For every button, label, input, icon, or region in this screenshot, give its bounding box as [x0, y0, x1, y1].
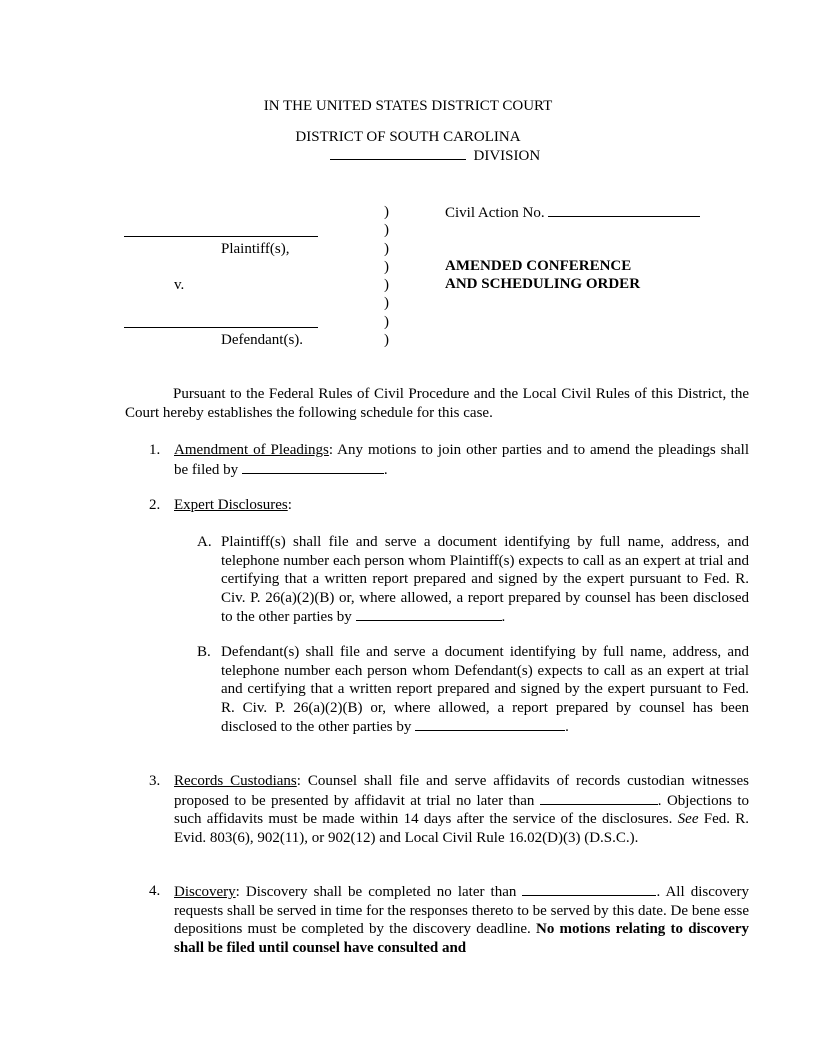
discovery-deadline-blank[interactable] — [522, 882, 656, 896]
caption-paren: ) — [384, 314, 389, 330]
division-line — [330, 146, 540, 165]
caption-paren: ) — [384, 332, 389, 348]
records-custodian-deadline-blank[interactable] — [540, 791, 658, 805]
civil-action-line — [445, 203, 700, 222]
item-number: 4. — [149, 883, 161, 899]
division-label: DIVISION — [473, 148, 541, 164]
item-discovery — [174, 882, 749, 957]
division-blank[interactable] — [330, 146, 466, 160]
item-text: Fed. R. Evid. 803(6), 902(11), or 902(12) and Local Civil Rule 16.02(D)(3) (D.S.C.). — [174, 811, 750, 846]
subitem-defendant-experts — [221, 643, 749, 737]
intro-paragraph: Pursuant to the Federal Rules of Civil Procedure and the Local Civil Rules of this District, the Court hereby establishes the following schedule for this case. — [125, 386, 749, 421]
item-heading: Amendment of Pleadings — [174, 442, 329, 458]
subitem-text: Plaintiff(s) shall file and serve a document identifying by full name, address, and telephone number each person whom Plaintiff(s) expects to call as an expert at trial and certifying that a written report prepared and signed by the expert pursuant to Fed. R. Civ. P. 26(a)(2)(B) or, where allowed, a report prepared by counsel has been disclosed to the other parties by — [221, 534, 749, 626]
civil-action-number-blank[interactable] — [548, 203, 700, 217]
item-number: 2. — [149, 497, 161, 513]
item-text: : — [287, 497, 292, 513]
item-heading: Records Custodians — [174, 773, 297, 789]
caption-paren: ) — [384, 295, 389, 311]
pleadings-deadline-blank[interactable] — [242, 460, 384, 474]
defendant-expert-deadline-blank[interactable] — [415, 717, 565, 731]
caption-paren: ) — [384, 222, 389, 238]
caption-paren: ) — [384, 204, 389, 220]
item-number: 3. — [149, 773, 161, 789]
item-heading: Discovery — [174, 884, 236, 900]
subitem-plaintiff-experts — [221, 533, 749, 627]
caption-paren: ) — [384, 259, 389, 275]
item-heading: Expert Disclosures — [174, 497, 288, 513]
subitem-letter: A. — [197, 534, 212, 550]
subitem-end: . — [565, 719, 569, 736]
item-text: . Objections to such affidavits must be made within 14 days after the service of the disclosures. — [174, 792, 750, 828]
versus-label: v. — [174, 277, 185, 293]
caption-paren: ) — [384, 241, 389, 257]
item-end: . — [383, 461, 388, 478]
subitem-end: . — [501, 609, 506, 626]
item-amendment-of-pleadings — [174, 441, 749, 479]
defendant-label: Defendant(s). — [221, 332, 304, 348]
item-text: : Counsel shall file and serve affidavits of records custodian witnesses proposed to be presented by affidavit at trial no later than — [174, 773, 749, 809]
caption-paren: ) — [384, 277, 389, 293]
item-text: . All discovery requests shall be served in time for the responses thereto to be served by this date. De bene esse depositions must be completed by the discovery deadline. — [174, 884, 750, 938]
see-signal: See — [677, 811, 699, 828]
subitem-letter: B. — [197, 644, 211, 660]
plaintiff-name-blank[interactable] — [124, 222, 318, 237]
civil-action-label: Civil Action No. — [445, 205, 545, 221]
item-text: : Any motions to join other parties and to amend the pleadings shall be filed by — [174, 442, 749, 478]
plaintiff-expert-deadline-blank[interactable] — [356, 607, 502, 621]
court-title: IN THE UNITED STATES DISTRICT COURT — [263, 98, 553, 114]
order-title-line1: AMENDED CONFERENCE — [445, 258, 632, 274]
district-title: DISTRICT OF SOUTH CAROLINA — [295, 129, 521, 145]
defendant-name-blank[interactable] — [124, 313, 318, 328]
item-bold-text: No motions relating to discovery shall be filed until counsel have consulted and — [174, 921, 750, 956]
subitem-text: Defendant(s) shall file and serve a document identifying by full name, address, and telephone number each person whom Defendant(s) expects to call as an expert at trial and certifying that a written report prepared and signed by the expert pursuant to Fed. R. Civ. P. 26(a)(2)(B) or, where allowed, a report prepared by counsel has been disclosed to the other parties by — [221, 644, 749, 736]
plaintiff-label: Plaintiff(s), — [221, 241, 290, 257]
item-records-custodians — [174, 772, 749, 847]
item-expert-disclosures — [174, 496, 292, 514]
order-title-line2: AND SCHEDULING ORDER — [445, 276, 641, 292]
item-text: : Discovery shall be completed no later than — [235, 884, 517, 900]
item-number: 1. — [149, 442, 161, 458]
